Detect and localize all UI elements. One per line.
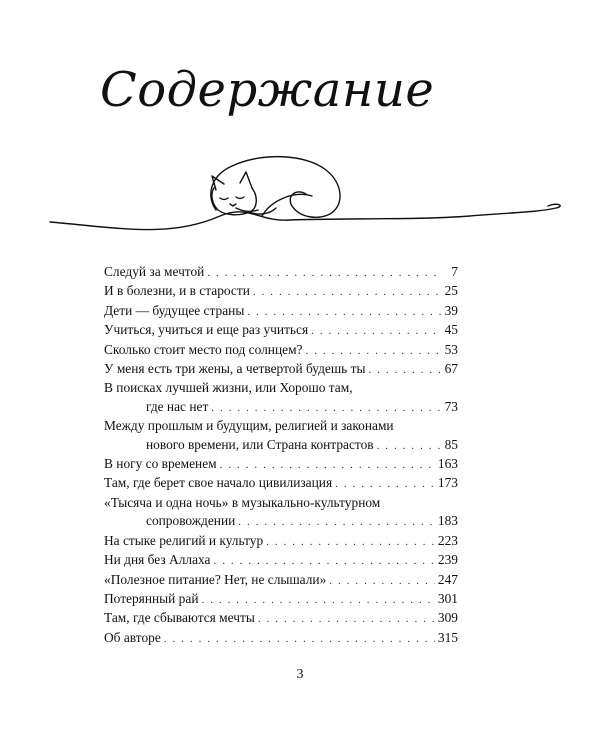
leader-dots — [238, 513, 435, 531]
toc-entry[interactable] — [104, 571, 458, 590]
toc-entry-title-line2: где нас нет — [146, 398, 209, 414]
toc-entry-page: 301 — [437, 590, 458, 606]
page-number: 3 — [296, 667, 304, 682]
toc-entry[interactable] — [104, 629, 458, 648]
toc-entry-title-line1: Между прошлым и будущим, религией и законами — [104, 418, 394, 434]
toc-entry-title: Следуй за мечтой — [104, 264, 205, 279]
toc-entry[interactable] — [104, 590, 458, 609]
leader-dots — [247, 303, 441, 321]
toc-entry-title: Там, где берет свое начало цивилизация — [104, 475, 333, 491]
toc-entry-page: 39 — [444, 302, 458, 318]
toc-entry[interactable] — [104, 360, 458, 379]
leader-dots — [306, 342, 442, 360]
leader-dots — [329, 572, 435, 590]
toc-entry-title-line2: нового времени, или Страна контрастов — [146, 436, 374, 452]
toc-entry[interactable] — [104, 321, 458, 340]
toc-entry-page: 163 — [437, 456, 458, 472]
toc-entry[interactable] — [104, 532, 458, 551]
toc-entry-page: 183 — [437, 513, 458, 529]
toc-entry-page: 25 — [444, 283, 458, 299]
toc-entry-page: 239 — [437, 552, 458, 568]
leader-dots — [258, 610, 435, 628]
toc-entry-page: 315 — [437, 629, 458, 645]
toc-entry-title-line2: сопровождении — [146, 513, 236, 529]
table-of-contents — [104, 263, 458, 648]
toc-entry[interactable] — [104, 302, 458, 321]
toc-entry-title: «Полезное питание? Нет, не слышали» — [104, 571, 327, 587]
leader-dots — [164, 630, 435, 648]
toc-entry-title: Ни дня без Аллаха — [104, 552, 211, 568]
toc-entry-page: 173 — [437, 475, 458, 491]
toc-entry-page: 223 — [437, 532, 458, 548]
toc-entry-title-line1: В поисках лучшей жизни, или Хорошо там, — [104, 380, 353, 396]
toc-entry-page: 67 — [444, 361, 458, 377]
leader-dots — [335, 475, 435, 493]
toc-entry[interactable] — [104, 609, 458, 628]
toc-entry[interactable] — [104, 455, 458, 474]
toc-entry-title-line1: «Тысяча и одна ночь» в музыкально-культурном — [104, 494, 381, 510]
toc-entry-page: 53 — [444, 341, 458, 357]
toc-entry-title: И в болезни, и в старости — [104, 283, 250, 299]
leader-dots — [266, 533, 435, 551]
toc-entry-title: Потерянный рай — [104, 590, 199, 606]
leader-dots — [207, 264, 441, 282]
toc-entry-title: Об авторе — [104, 629, 161, 645]
toc-entry-page: 7 — [451, 264, 458, 279]
toc-entry-title: У меня есть три жены, а четвертой будешь ты — [104, 361, 366, 377]
toc-entry[interactable] — [104, 379, 458, 417]
sleeping-cat-illustration — [0, 150, 600, 250]
toc-entry-page: 45 — [444, 322, 458, 338]
toc-entry-page: 85 — [444, 436, 458, 452]
toc-entry-title: Дети — будущее страны — [104, 302, 245, 318]
leader-dots — [214, 552, 435, 570]
toc-entry[interactable] — [104, 474, 458, 493]
toc-entry-page: 73 — [444, 398, 458, 414]
leader-dots — [253, 283, 441, 301]
leader-dots — [311, 322, 441, 340]
toc-entry-title: В ногу со временем — [104, 456, 217, 472]
toc-entry[interactable] — [104, 282, 458, 301]
toc-entry-page: 247 — [437, 571, 458, 587]
leader-dots — [377, 437, 441, 455]
page-title: Содержание — [100, 62, 435, 118]
toc-entry-title: Сколько стоит место под солнцем? — [104, 341, 303, 357]
leader-dots — [202, 591, 435, 609]
toc-entry[interactable] — [104, 417, 458, 455]
leader-dots — [220, 456, 435, 474]
toc-entry[interactable] — [104, 494, 458, 532]
toc-entry-title: Учиться, учиться и еще раз учиться — [104, 322, 309, 338]
leader-dots — [211, 399, 441, 417]
toc-entry[interactable] — [104, 341, 458, 360]
leader-dots — [368, 361, 441, 379]
toc-entry[interactable] — [104, 263, 458, 282]
toc-entry[interactable] — [104, 551, 458, 570]
toc-entry-title: Там, где сбываются мечты — [104, 610, 255, 626]
toc-entry-page: 309 — [437, 610, 458, 626]
toc-entry-title: На стыке религий и культур — [104, 532, 264, 548]
